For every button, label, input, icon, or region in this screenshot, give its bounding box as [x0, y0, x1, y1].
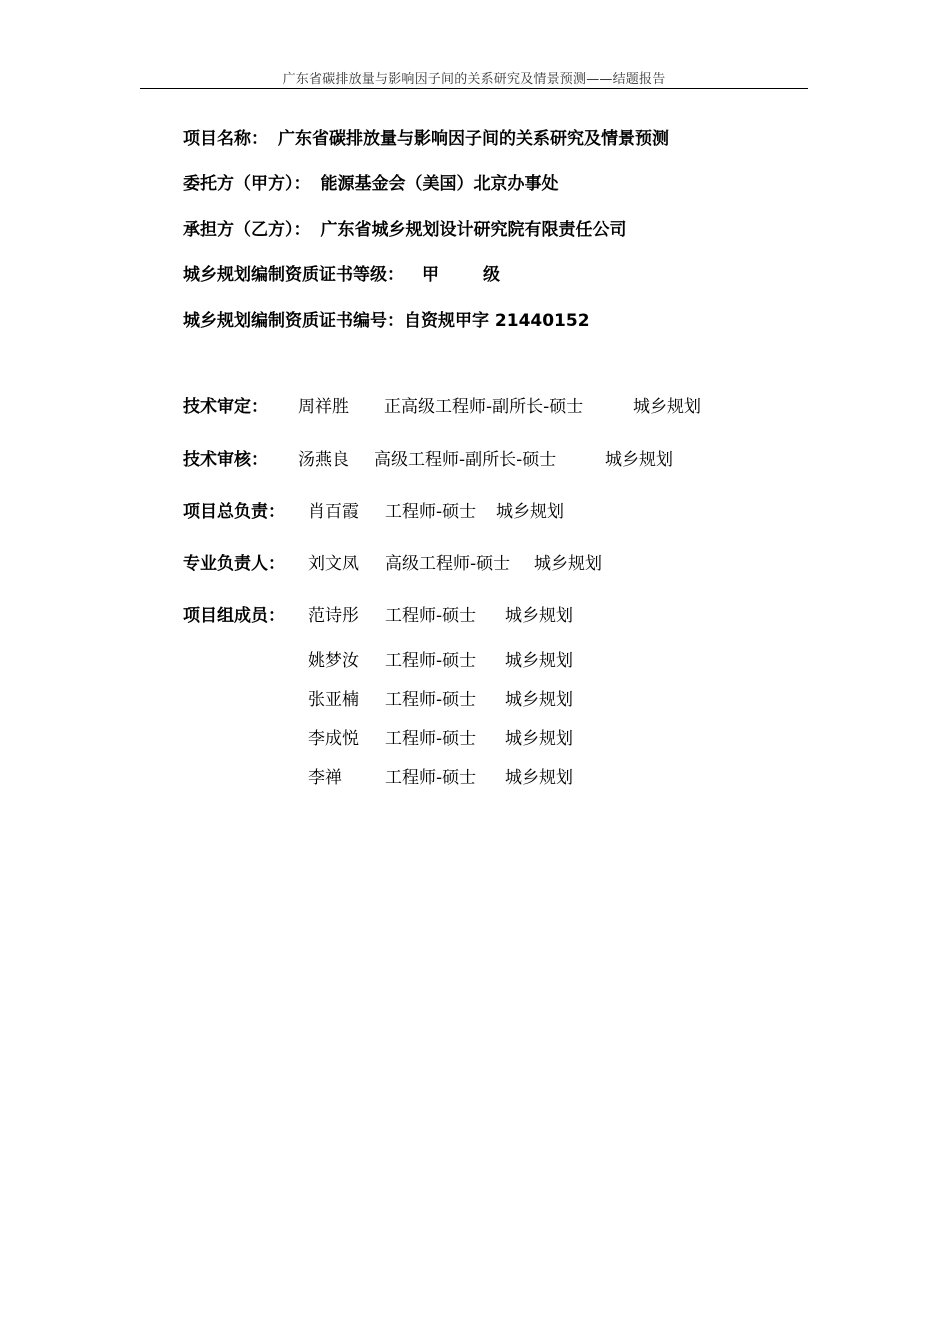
member-name: 范诗彤 — [308, 606, 359, 626]
member-title: 工程师-硕士 — [385, 606, 477, 626]
cert-grade-label: 城乡规划编制资质证书等级： — [183, 265, 404, 285]
project-name-label: 项目名称： — [183, 129, 268, 149]
project-name-row — [183, 128, 669, 150]
discipline-lead-major: 城乡规划 — [534, 554, 602, 574]
member-major: 城乡规划 — [505, 606, 573, 626]
contractor-label: 承担方（乙方）： — [183, 220, 311, 240]
member-title: 工程师-硕士 — [385, 729, 477, 749]
cert-grade-value: 甲级 — [422, 265, 544, 285]
tech-review-title: 高级工程师-副所长-硕士 — [374, 450, 557, 470]
tech-review-major: 城乡规划 — [605, 450, 673, 470]
contractor-row — [183, 219, 627, 241]
cert-number-label: 城乡规划编制资质证书编号： — [183, 311, 404, 331]
member-major: 城乡规划 — [505, 690, 573, 710]
project-lead-label: 项目总负责： — [183, 502, 285, 522]
member-name: 李成悦 — [308, 729, 359, 749]
tech-review-name: 汤燕良 — [298, 450, 349, 470]
members-label: 项目组成员： — [183, 606, 285, 626]
member-title: 工程师-硕士 — [385, 768, 477, 788]
member-name: 姚梦汝 — [308, 651, 359, 671]
project-lead-title: 工程师-硕士 — [385, 502, 477, 522]
report-header-title: 广东省碳排放量与影响因子间的关系研究及情景预测——结题报告 — [282, 72, 666, 87]
cert-number-row — [183, 310, 590, 332]
contractor-value: 广东省城乡规划设计研究院有限责任公司 — [320, 220, 627, 240]
client-row — [183, 173, 559, 195]
member-major: 城乡规划 — [505, 729, 573, 749]
member-name: 李禅 — [308, 768, 342, 788]
tech-approval-major: 城乡规划 — [633, 397, 701, 417]
project-lead-name: 肖百霞 — [308, 502, 359, 522]
project-name-value: 广东省碳排放量与影响因子间的关系研究及情景预测 — [278, 129, 669, 149]
client-label: 委托方（甲方）： — [183, 174, 311, 194]
page-header — [140, 66, 808, 89]
member-title: 工程师-硕士 — [385, 651, 477, 671]
member-title: 工程师-硕士 — [385, 690, 477, 710]
tech-approval-label: 技术审定： — [183, 397, 268, 417]
cert-number-value: 自资规甲字 21440152 — [404, 311, 590, 331]
member-major: 城乡规划 — [505, 768, 573, 788]
tech-approval-name: 周祥胜 — [298, 397, 349, 417]
tech-approval-title: 正高级工程师-副所长-硕士 — [384, 397, 584, 417]
member-name: 张亚楠 — [308, 690, 359, 710]
discipline-lead-label: 专业负责人： — [183, 554, 285, 574]
client-value: 能源基金会（美国）北京办事处 — [320, 174, 559, 194]
project-lead-major: 城乡规划 — [496, 502, 564, 522]
tech-review-label: 技术审核： — [183, 450, 268, 470]
discipline-lead-name: 刘文凤 — [308, 554, 359, 574]
member-major: 城乡规划 — [505, 651, 573, 671]
cert-grade-row — [183, 264, 544, 286]
discipline-lead-title: 高级工程师-硕士 — [385, 554, 511, 574]
